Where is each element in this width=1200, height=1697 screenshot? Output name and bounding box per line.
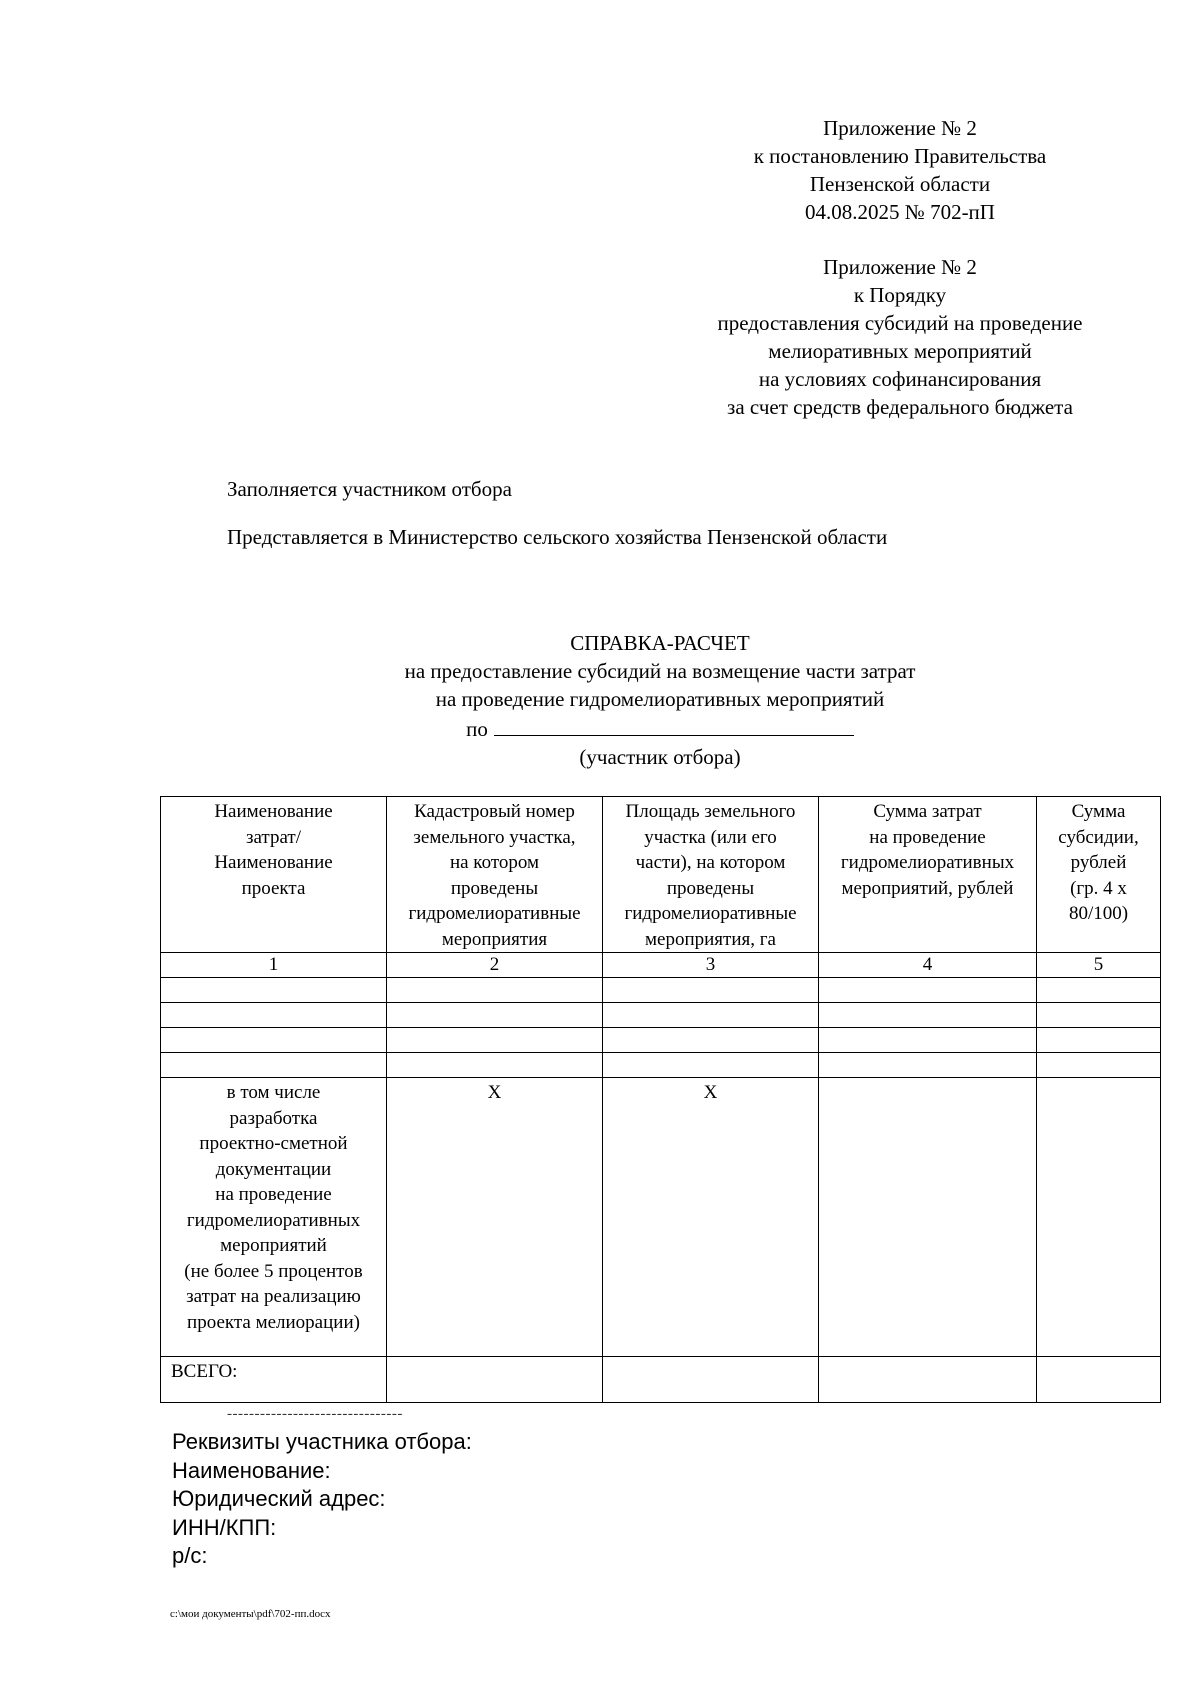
- header-cell-land-area: Площадь земельного участка (или его части), на котором проведены гидромелиоративные мероприятия, га: [603, 797, 819, 953]
- header-line: к Порядку: [853, 283, 947, 307]
- table-row-empty: [161, 1053, 1161, 1078]
- table-cell[interactable]: [1037, 978, 1161, 1003]
- table-cell[interactable]: [161, 1028, 387, 1053]
- document-title: [300, 629, 1020, 771]
- table-cell[interactable]: [1037, 1078, 1161, 1357]
- table-cell[interactable]: [819, 978, 1037, 1003]
- table-cell[interactable]: [603, 1357, 819, 1403]
- header-line: Приложение № 2: [823, 255, 977, 279]
- table-cell[interactable]: [603, 978, 819, 1003]
- participant-caption: (участник отбора): [579, 745, 741, 769]
- table-cell[interactable]: [819, 1053, 1037, 1078]
- not-applicable-mark: Х: [603, 1078, 819, 1357]
- header-cell-expense-sum: Сумма затрат на проведение гидромелиоративных мероприятий, рублей: [819, 797, 1037, 953]
- po-line: [300, 713, 1020, 743]
- table-cell[interactable]: [603, 1053, 819, 1078]
- header-line: предоставления субсидий на проведение: [717, 311, 1083, 335]
- table-cell[interactable]: [1037, 1003, 1161, 1028]
- table-cell[interactable]: [1037, 1053, 1161, 1078]
- total-row: [161, 1357, 1161, 1403]
- table-cell[interactable]: [161, 978, 387, 1003]
- title-line: на проведение гидромелиоративных мероприятий: [435, 687, 885, 711]
- appendix-header-resolution: [680, 114, 1120, 226]
- table-cell[interactable]: [819, 1003, 1037, 1028]
- table-cell[interactable]: [1037, 1028, 1161, 1053]
- signature-dashes: --------------------------------: [227, 1406, 403, 1422]
- header-cell-expense-name: Наименование затрат/ Наименование проекта: [161, 797, 387, 953]
- title-line: СПРАВКА-РАСЧЕТ: [570, 631, 750, 655]
- table-cell[interactable]: [603, 1003, 819, 1028]
- table-cell[interactable]: [819, 1357, 1037, 1403]
- requisites-name: Наименование:: [172, 1457, 331, 1483]
- table-cell[interactable]: [387, 1357, 603, 1403]
- table-cell[interactable]: [387, 978, 603, 1003]
- table-row-empty: [161, 1028, 1161, 1053]
- not-applicable-mark: Х: [387, 1078, 603, 1357]
- column-number: 1: [161, 953, 387, 978]
- including-design-docs-row: [161, 1078, 1161, 1357]
- calculation-table: [160, 796, 1161, 1403]
- table-header-row: [161, 797, 1161, 953]
- title-line: на предоставление субсидий на возмещение части затрат: [404, 659, 916, 683]
- requisites-address: Юридический адрес:: [172, 1486, 386, 1511]
- header-line: за счет средств федерального бюджета: [727, 395, 1073, 419]
- header-cell-cadastral-number: Кадастровый номер земельного участка, на котором проведены гидромелиоративные мероприятия: [387, 797, 603, 953]
- including-label-cell: в том числе разработка проектно-сметной документации на проведение гидромелиоративных мероприятий (не более 5 процентов затрат на реализацию проекта мелиорации): [161, 1078, 387, 1357]
- column-number: 2: [387, 953, 603, 978]
- header-line: Приложение № 2: [823, 116, 977, 140]
- table-cell[interactable]: [387, 1053, 603, 1078]
- appendix-header-procedure: [680, 253, 1120, 421]
- header-line: мелиоративных мероприятий: [768, 339, 1032, 363]
- header-line: 04.08.2025 № 702-пП: [805, 200, 995, 224]
- table-cell[interactable]: [1037, 1357, 1161, 1403]
- table-cell[interactable]: [161, 1003, 387, 1028]
- table-cell[interactable]: [161, 1053, 387, 1078]
- submitted-to-note: Представляется в Министерство сельского хозяйства Пензенской области: [227, 525, 888, 549]
- table-cell[interactable]: [819, 1028, 1037, 1053]
- total-label: ВСЕГО:: [161, 1357, 387, 1403]
- column-number: 5: [1037, 953, 1161, 978]
- header-line: на условиях софинансирования: [758, 367, 1042, 391]
- participant-blank-line: [494, 713, 854, 736]
- file-path-footer: c:\мои документы\pdf\702-пп.docx: [170, 1608, 331, 1620]
- table-cell[interactable]: [387, 1003, 603, 1028]
- header-line: к постановлению Правительства: [753, 144, 1047, 168]
- table-row-empty: [161, 978, 1161, 1003]
- table-cell[interactable]: [603, 1028, 819, 1053]
- table-row-empty: [161, 1003, 1161, 1028]
- requisites-inn: ИНН/КПП:: [172, 1514, 277, 1540]
- column-number: 4: [819, 953, 1037, 978]
- requisites-title: Реквизиты участника отбора:: [172, 1429, 472, 1454]
- table-cell[interactable]: [819, 1078, 1037, 1357]
- column-number: 3: [603, 953, 819, 978]
- po-label: по: [466, 717, 488, 741]
- table-cell[interactable]: [387, 1028, 603, 1053]
- filled-by-note: Заполняется участником отбора: [227, 477, 512, 501]
- header-line: Пензенской области: [809, 172, 991, 196]
- header-cell-subsidy-sum: Сумма субсидии, рублей (гр. 4 х 80/100): [1037, 797, 1161, 953]
- participant-requisites: [172, 1428, 472, 1571]
- requisites-account: р/с:: [172, 1543, 208, 1568]
- column-number-row: [161, 953, 1161, 978]
